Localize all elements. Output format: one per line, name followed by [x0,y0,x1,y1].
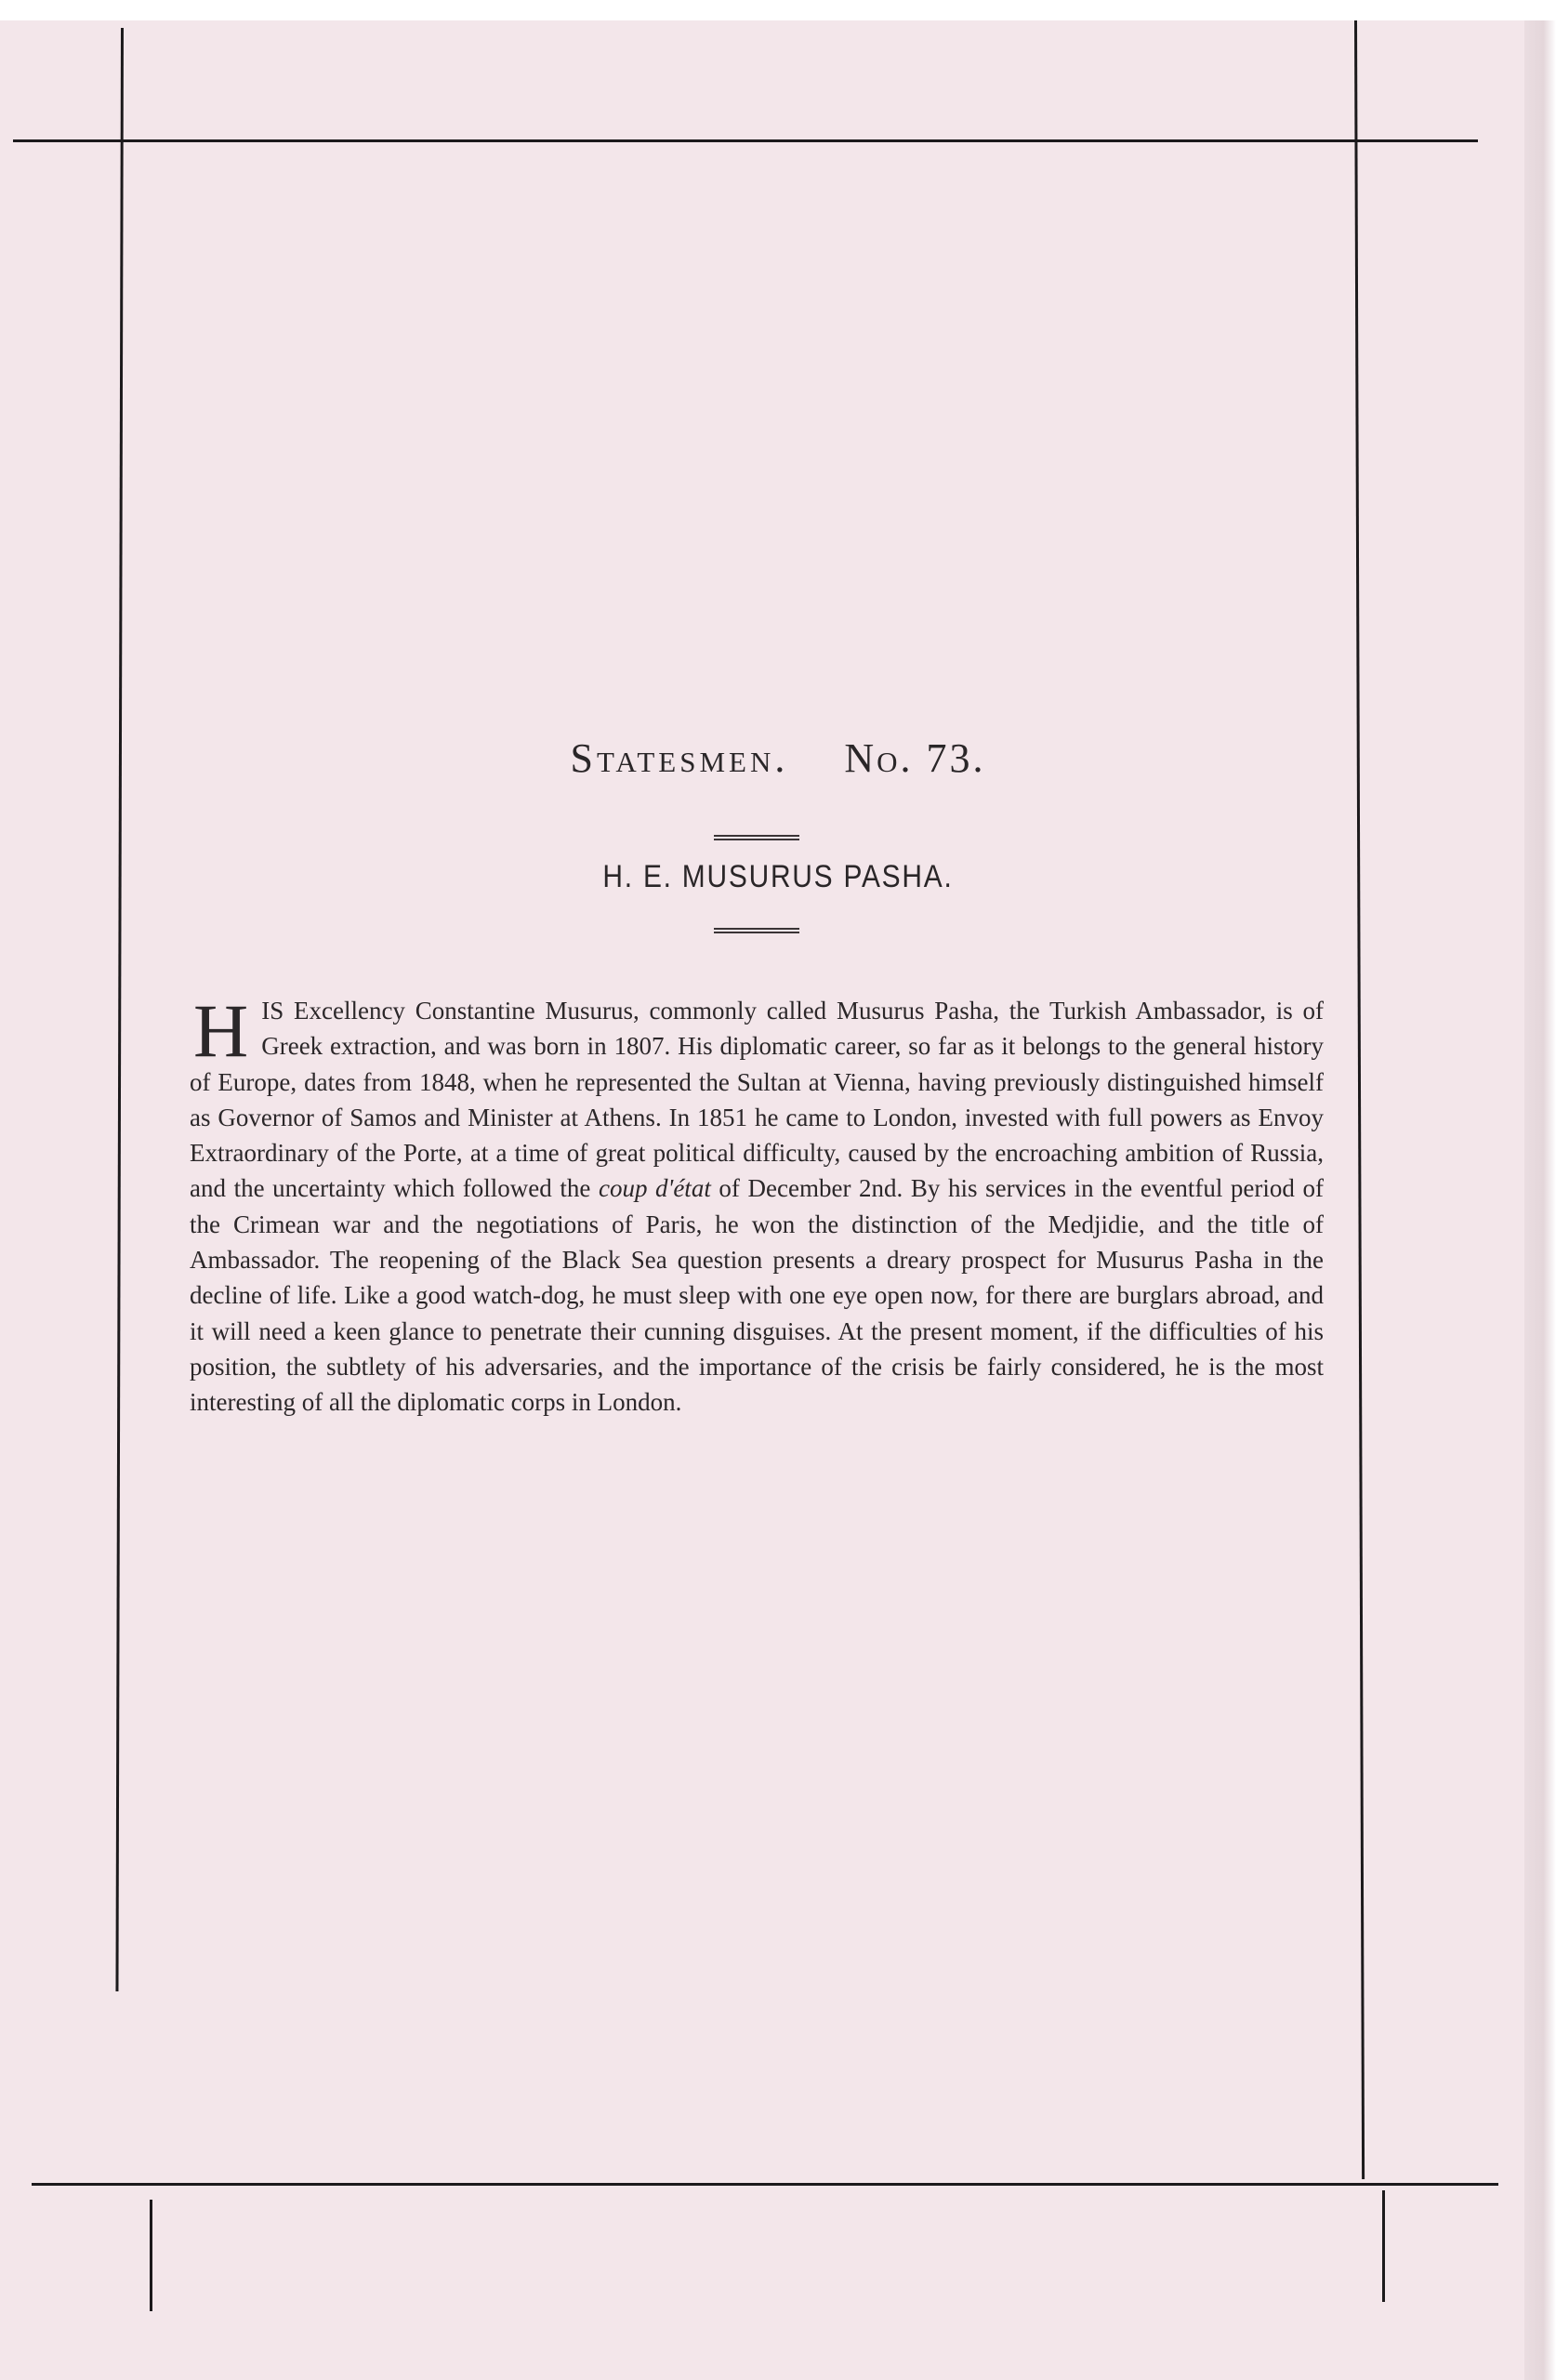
top-border-rule [13,139,1478,142]
ornamental-rule-lower [714,928,799,933]
article-body [190,988,1324,1421]
section-heading [0,734,1556,782]
series-number: No. 73. [844,735,986,781]
subject-name: H. E. MUSURUS PASHA. [602,859,954,894]
article-text-part1: IS Excellency Constantine Musurus, commonly called Musurus Pasha, the Turkish Ambassador, is of Greek extraction, and was born in 1807. His diplomatic career, so far as it belongs to the general history of Europe, dates from 1848, when he represented the Sultan at Vienna, having previously distinguished himself as Governor of Samos and Minister at Athens. In 1851 he came to London, invested with full powers as Envoy Extraordinary of the Porte, at a time of great political difficulty, caused by the encroaching ambition of Russia, and the uncertainty which followed the [190,997,1324,1203]
article-text-part2: of December 2nd. By his services in the eventful period of the Crimean war and the negotiations of Paris, he won the distinction of the Medjidie, and the title of Ambassador. The reopening of the Black Sea question presents a dreary prospect for Musurus Pasha in the decline of life. Like a good watch-dog, he must sleep with one eye open now, for there are burglars abroad, and it will need a keen glance to penetrate their cunning disguises. At the present moment, if the difficulties of his position, the subtlety of his adversaries, and the importance of the crisis be fairly considered, he is the most interesting of all the diplomatic corps in London. [190,1174,1324,1417]
right-corner-mark [1382,2190,1385,2302]
series-title: Statesmen. [570,735,789,781]
left-corner-mark [150,2200,152,2311]
bottom-border-rule [32,2183,1498,2186]
drop-cap: H [193,988,249,1073]
ornamental-rule-upper [714,835,799,840]
article-italic-phrase: coup d'état [598,1174,711,1203]
page-edge [1524,20,1556,2380]
